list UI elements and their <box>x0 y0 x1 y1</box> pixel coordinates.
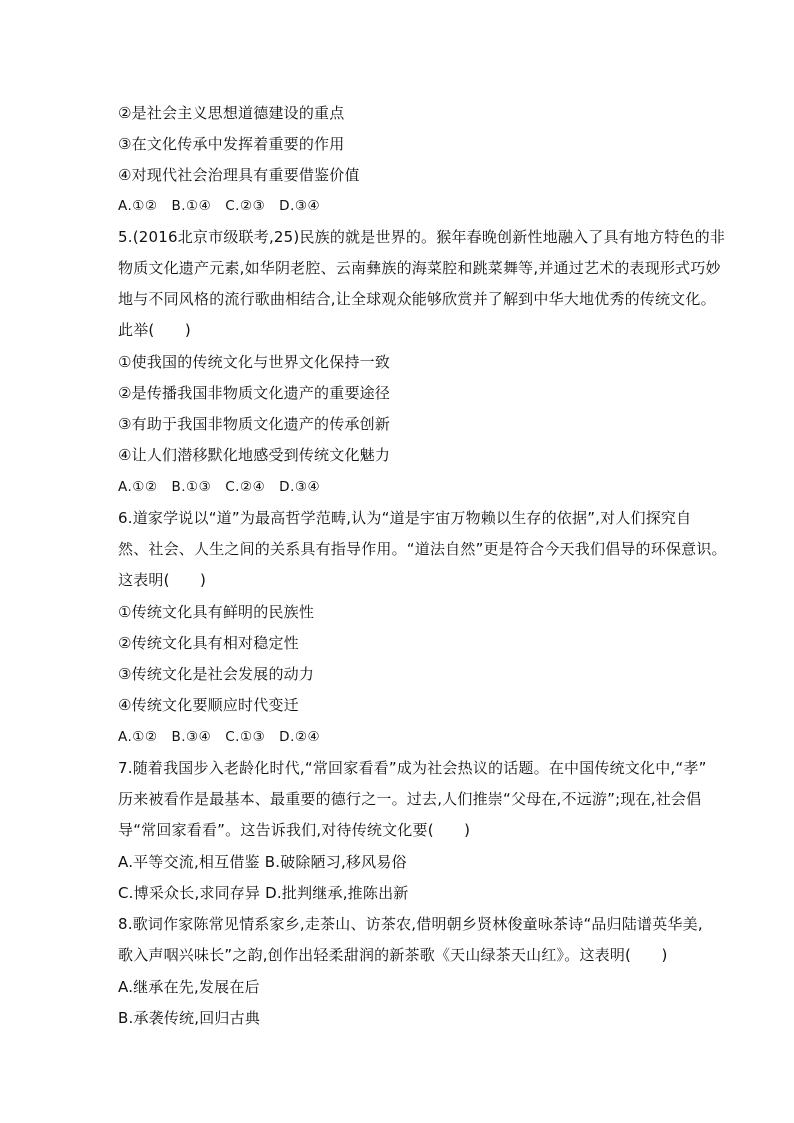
q8-stem-line-2: 歌入声咽兴味长”之韵,创作出轻柔甜润的新茶歌《天山绿茶天山红》。这表明( ) <box>118 946 668 964</box>
q5-answer-choices: A.①② B.①③ C.②④ D.③④ <box>118 479 321 495</box>
q5-stem-line-1: 5.(2016北京市级联考,25)民族的就是世界的。猴年春晚创新性地融入了具有地方特色的非 <box>118 228 726 246</box>
q4-option-4: ④对现代社会治理具有重要借鉴价值 <box>118 166 360 184</box>
q6-answer-choices: A.①② B.③④ C.①③ D.②④ <box>118 729 321 745</box>
q7-stem-line-2: 历来被看作是最基本、最重要的德行之一。过去,人们推崇“父母在,不远游”;现在,社会倡 <box>118 790 702 808</box>
q4-option-2: ②是社会主义思想道德建设的重点 <box>118 104 345 122</box>
q4-answer-choices: A.①② B.①④ C.②③ D.③④ <box>118 198 321 214</box>
q7-stem-line-3: 导“常回家看看”。这告诉我们,对待传统文化要( ) <box>118 821 471 839</box>
q5-stem-line-3: 地与不同风格的流行歌曲相结合,让全球观众能够欣赏并了解到中华大地优秀的传统文化。 <box>118 290 716 308</box>
q5-option-2: ②是传播我国非物质文化遗产的重要途径 <box>118 384 391 402</box>
q5-option-4: ④让人们潜移默化地感受到传统文化魅力 <box>118 446 391 464</box>
q5-option-3: ③有助于我国非物质文化遗产的传承创新 <box>118 415 391 433</box>
q4-option-3: ③在文化传承中发挥着重要的作用 <box>118 135 345 153</box>
q7-options-cd: C.博采众长,求同存异 D.批判继承,推陈出新 <box>118 884 409 902</box>
q6-stem-line-2: 然、社会、人生之间的关系具有指导作用。“道法自然”更是符合今天我们倡导的环保意识。 <box>118 540 727 558</box>
q5-stem-line-2: 物质文化遗产元素,如华阴老腔、云南彝族的海菜腔和跳菜舞等,并通过艺术的表现形式巧妙 <box>118 259 721 277</box>
q6-option-2: ②传统文化具有相对稳定性 <box>118 634 299 652</box>
q6-option-1: ①传统文化具有鲜明的民族性 <box>118 603 315 621</box>
q6-stem-line-3: 这表明( ) <box>118 571 207 589</box>
q5-stem-line-4: 此举( ) <box>118 321 191 339</box>
q5-option-1: ①使我国的传统文化与世界文化保持一致 <box>118 353 391 371</box>
q8-stem-line-1: 8.歌词作家陈常见情系家乡,走茶山、访茶农,借明朝乡贤林俊童咏茶诗“品归陆谱英华美, <box>118 915 703 933</box>
q7-options-ab: A.平等交流,相互借鉴 B.破除陋习,移风易俗 <box>118 853 407 871</box>
q8-option-b: B.承袭传统,回归古典 <box>118 1009 261 1027</box>
q6-stem-line-1: 6.道家学说以“道”为最高哲学范畴,认为“道是宇宙万物赖以生存的依据”,对人们探究自 <box>118 509 692 527</box>
q6-option-3: ③传统文化是社会发展的动力 <box>118 665 315 683</box>
q6-option-4: ④传统文化要顺应时代变迁 <box>118 696 299 714</box>
q8-option-a: A.继承在先,发展在后 <box>118 978 260 996</box>
q7-stem-line-1: 7.随着我国步入老龄化时代,“常回家看看”成为社会热议的话题。在中国传统文化中,“孝” <box>118 759 707 777</box>
